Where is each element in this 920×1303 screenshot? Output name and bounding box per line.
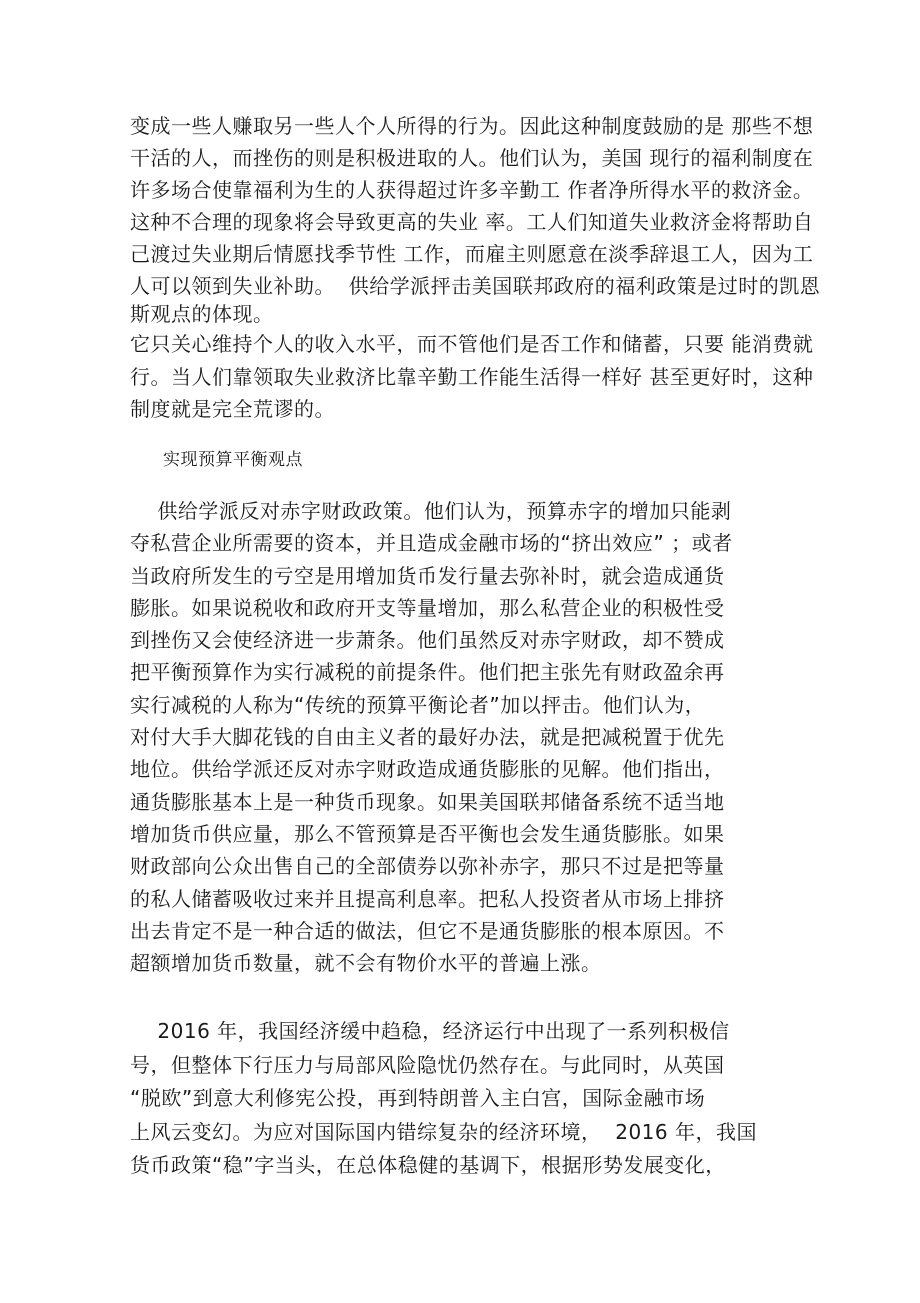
text-line: 把平衡预算作为实行减税的前提条件。他们把主张先有财政盈余再 <box>130 660 725 685</box>
text-line: 当政府所发生的亏空是用增加货币发行量去弥补时，就会造成通货 <box>130 563 725 588</box>
text-line: 行。当人们靠领取失业救济比靠辛勤工作能生活得一样好 甚至更好时，这种 <box>130 365 814 389</box>
text-line: 实行减税的人称为“传统的预算平衡论者”加以抨击。他们认为， <box>130 692 706 717</box>
text-line: “脱欧”到意大利修宪公投，再到特朗普入主白宫，国际金融市场 <box>130 1086 706 1111</box>
text-line: 人可以领到失业补助。 供给学派抨击美国联邦政府的福利政策是过时的凯恩 <box>130 274 821 298</box>
text-line: 的私人储蓄吸收过来并且提高利息率。把私人投资者从市场上排挤 <box>130 886 725 911</box>
text-line: 货币政策“稳”字当头，在总体稳健的基调下，根据形势发展变化， <box>130 1153 726 1178</box>
section-heading: 实现预算平衡观点 <box>163 450 303 470</box>
text-line: 地位。供给学派还反对赤字财政造成通货膨胀的见解。他们指出， <box>130 757 725 782</box>
text-line: 对付大手大脚花钱的自由主义者的最好办法，就是把减税置于优先 <box>130 725 725 750</box>
text-line: 斯观点的体现。 <box>130 302 274 326</box>
text-line: 膨胀。如果说税收和政府开支等量增加，那么私营企业的积极性受 <box>130 595 725 620</box>
text-line: 许多场合使靠福利为生的人获得超过许多辛勤工 作者净所得水平的救济金。 <box>130 178 814 202</box>
monetary-policy-paragraph <box>130 1015 757 1183</box>
text-line: 上风云变幻。为应对国际国内错综复杂的经济环境， 2016 年，我国 <box>130 1119 757 1144</box>
text-line: 财政部向公众出售自己的全部债券以弥补赤字，那只不过是把等量 <box>130 854 725 879</box>
text-line: 2016 年，我国经济缓中趋稳，经济运行中出现了一系列积极信 <box>130 1019 730 1043</box>
text-line: 夺私营企业所需要的资本，并且造成金融市场的“挤出效应” ；或者 <box>130 531 733 556</box>
text-line: 变成一些人赚取另一些人个人所得的行为。因此这种制度鼓励的是 那些不想 <box>130 114 814 138</box>
text-line: 超额增加货币数量，就不会有物价水平的普遍上涨。 <box>130 951 602 976</box>
text-line: 干活的人，而挫伤的则是积极进取的人。他们认为，美国 现行的福利制度在 <box>130 146 814 170</box>
budget-balance-paragraph <box>130 495 733 979</box>
text-line: 增加货币供应量，那么不管预算是否平衡也会发生通货膨胀。如果 <box>130 821 725 846</box>
text-line: 到挫伤又会使经济进一步萧条。他们虽然反对赤字财政，却不赞成 <box>130 628 725 653</box>
text-line: 供给学派反对赤字财政政策。他们认为，预算赤字的增加只能剥 <box>130 499 732 523</box>
welfare-paragraph <box>130 110 820 425</box>
text-line: 它只关心维持个人的收入水平，而不管他们是否工作和储蓄，只要 能消费就 <box>130 332 814 356</box>
text-line: 己渡过失业期后情愿找季节性 工作，而雇主则愿意在淡季辞退工人，因为工 <box>130 242 814 266</box>
text-line: 通货膨胀基本上是一种货币现象。如果美国联邦储备系统不适当地 <box>130 789 725 814</box>
text-line: 出去肯定不是一种合适的做法，但它不是通货膨胀的根本原因。不 <box>130 918 725 943</box>
text-line: 制度就是完全荒谬的。 <box>130 397 335 421</box>
text-line: 这种不合理的现象将会导致更高的失业 率。工人们知道失业救济金将帮助自 <box>130 210 814 234</box>
text-line: 号，但整体下行压力与局部风险隐忧仍然存在。与此同时，从英国 <box>130 1052 725 1077</box>
